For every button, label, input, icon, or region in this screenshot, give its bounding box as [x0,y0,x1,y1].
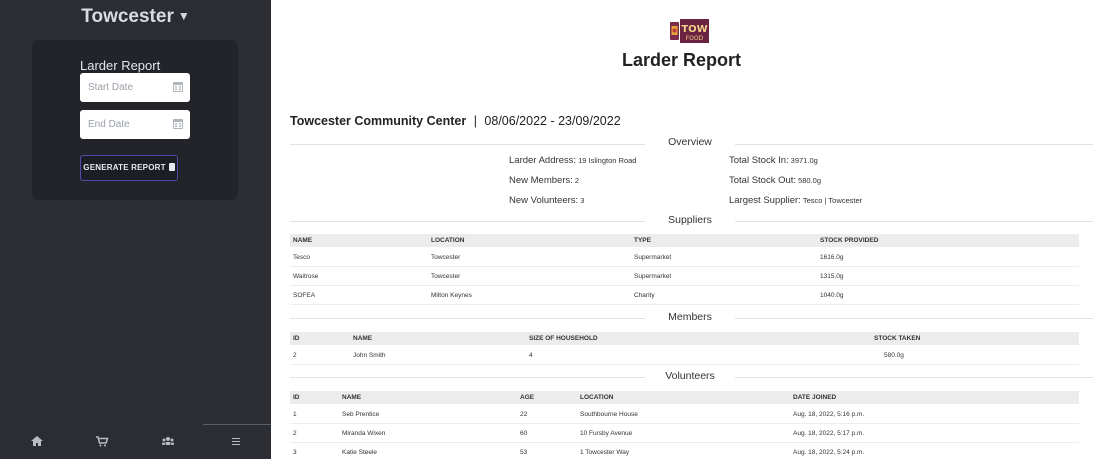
total-stock-in-value: 3971.0g [790,156,818,165]
larder-address-label: Larder Address: [509,155,577,166]
volunteers-header-row [290,391,1079,404]
report-date-range: 08/06/2022 - 23/09/2022 [484,114,621,128]
supplier-name: Tesco [293,254,310,261]
volunteer-id: 2 [293,430,297,437]
users-icon[interactable] [161,434,175,448]
branch-selector[interactable] [0,6,271,28]
volunteer-age: 60 [520,430,528,437]
larder-address-value: 19 Islington Road [578,156,637,165]
new-volunteers-value: 3 [580,196,585,205]
member-name: John Smith [353,352,386,359]
volunteer-name: Miranda Wixen [342,430,386,437]
volunteers-col-age: AGE [520,394,535,401]
members-col-name: NAME [353,335,373,342]
caret-down-icon: ▼ [177,9,190,23]
end-date-placeholder: End Date [88,119,130,130]
volunteers-col-id: ID [293,394,300,401]
volunteer-location: 10 Fursby Avenue [580,430,633,437]
volunteer-location: 1 Towcester Way [580,449,630,456]
report-title: Larder Report [621,50,742,70]
suppliers-header-row [290,234,1079,247]
member-stock-taken: 580.0g [884,352,904,359]
bottom-nav [0,424,271,459]
menu-icon[interactable] [229,434,243,448]
supplier-name: Waitrose [293,273,319,280]
table-row [290,405,1079,424]
supplier-stock: 1040.0g [820,292,844,299]
supplier-type: Supermarket [634,254,672,261]
calendar-icon [173,118,183,129]
logo-word-tow: TOW [681,24,708,35]
volunteer-date-joined: Aug. 18, 2022, 5:24 p.m. [793,449,865,456]
total-stock-out [729,175,821,186]
supplier-location: Towcester [431,273,461,280]
cart-icon[interactable] [95,434,109,448]
member-id: 2 [293,352,297,359]
panel-title: Larder Report [80,58,161,73]
table-row [290,443,1079,459]
calendar-icon [173,81,183,92]
overview-heading: Overview [645,136,735,148]
largest-supplier-label: Largest Supplier: [729,195,801,206]
volunteer-age: 22 [520,411,528,418]
suppliers-col-location: LOCATION [431,237,465,244]
branch-label: Towcester [81,6,174,27]
volunteers-col-date-joined: DATE JOINED [793,394,837,401]
start-date-input[interactable] [80,73,190,102]
report-header [290,114,621,128]
supplier-stock: 1616.0g [820,254,844,261]
largest-supplier-value: Tesco | Towcester [802,196,863,205]
supplier-type: Charity [634,292,655,299]
new-members-value: 2 [574,176,580,185]
active-indicator [203,424,271,425]
volunteer-location: Southbourne House [580,411,638,418]
suppliers-col-stock: STOCK PROVIDED [820,237,879,244]
new-members [509,175,579,186]
supplier-name: SOFEA [293,292,316,299]
volunteers-heading: Volunteers [645,370,735,382]
volunteers-col-name: NAME [342,394,362,401]
volunteers-col-location: LOCATION [580,394,614,401]
start-date-placeholder: Start Date [88,82,134,93]
report-separator: | [473,114,477,128]
new-volunteers-label: New Volunteers: [509,195,579,206]
total-stock-out-label: Total Stock Out: [729,175,797,186]
table-row [290,286,1079,305]
suppliers-col-type: TYPE [634,237,651,244]
total-stock-out-value: 580.0g [798,176,822,185]
volunteer-id: 1 [293,411,297,418]
generate-report-label: GENERATE REPORT [83,163,166,172]
home-icon[interactable] [30,434,44,448]
suppliers-col-name: NAME [293,237,313,244]
suppliers-heading: Suppliers [645,214,735,226]
report-location: Towcester Community Center [290,114,467,128]
volunteer-name: Katie Steele [342,449,378,456]
members-col-household: SIZE OF HOUSEHOLD [529,335,598,342]
generate-report-button[interactable] [80,155,178,181]
tow-food-logo [668,18,712,44]
supplier-location: Towcester [431,254,461,261]
volunteer-date-joined: Aug. 18, 2022, 5:16 p.m. [793,411,865,418]
volunteer-id: 3 [293,449,297,456]
table-row [290,267,1079,286]
new-members-label: New Members: [509,175,573,186]
volunteer-name: Seb Prentice [342,411,380,418]
total-stock-in [729,155,818,166]
members-col-stock-taken: STOCK TAKEN [874,335,921,342]
largest-supplier [729,195,862,206]
table-row [290,346,1079,365]
supplier-location: Milton Keynes [431,292,472,299]
table-row [290,424,1079,443]
clipboard-icon [169,163,175,171]
members-heading: Members [645,311,735,323]
member-household: 4 [529,352,533,359]
supplier-stock: 1315.0g [820,273,844,280]
members-col-id: ID [293,335,300,342]
new-volunteers [509,195,584,206]
total-stock-in-label: Total Stock In: [729,155,789,166]
supplier-type: Supermarket [634,273,672,280]
volunteer-date-joined: Aug. 18, 2022, 5:17 p.m. [793,430,865,437]
table-row [290,248,1079,267]
members-header-row [290,332,1079,345]
larder-address [509,155,636,166]
end-date-input[interactable] [80,110,190,139]
volunteer-age: 53 [520,449,528,456]
logo-word-food: FOOD [685,35,704,42]
